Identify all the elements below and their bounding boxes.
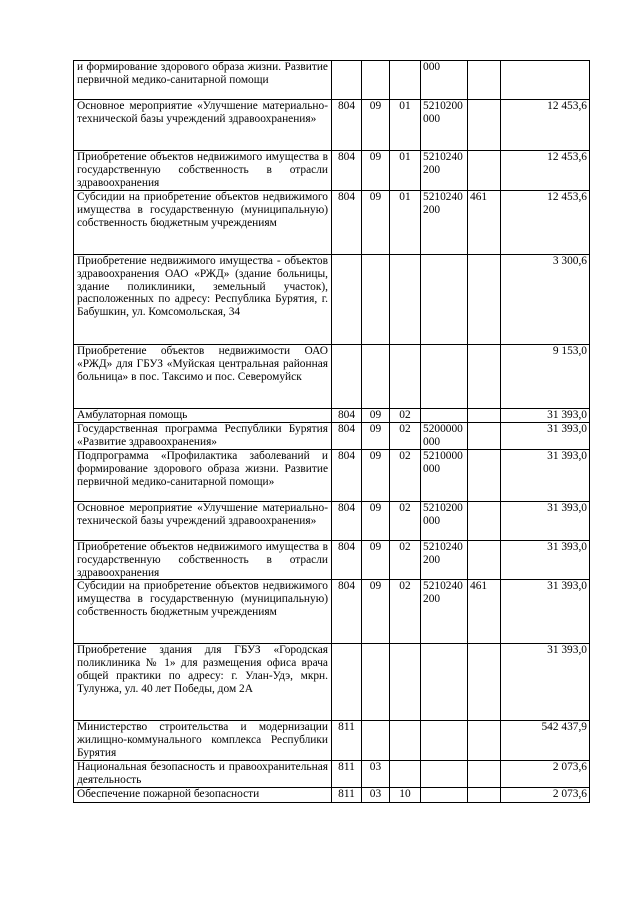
section-code-cell: 03 (362, 761, 390, 788)
row-name-cell: Обеспечение пожарной безопасности (74, 787, 332, 802)
ministry-code-cell: 804 (332, 422, 362, 449)
row-name-cell: Амбулаторная помощь (74, 408, 332, 422)
amount-cell: 3 300,6 (501, 254, 590, 344)
row-name-cell: Приобретение объектов недвижимого имущества в государственную собственность в отрасли здравоохранения (74, 151, 332, 191)
row-name-cell: Приобретение недвижимого имущества - объектов здравоохранения ОАО «РЖД» (здание больницы, здание поликлиники, земельный участок), расположенных по адресу: Республика Бурятия, г. Бабушкин, ул. Комсомольская, 34 (74, 254, 332, 344)
section-code-cell: 09 (362, 540, 390, 580)
budget-table (73, 60, 590, 803)
expense-type-code-cell (468, 540, 501, 580)
subsection-code-cell (390, 344, 421, 408)
expense-type-code-cell (468, 100, 501, 151)
row-name-cell: Национальная безопасность и правоохранительная деятельность (74, 761, 332, 788)
section-code-cell (362, 644, 390, 721)
target-article-code-cell: 5210240 200 (421, 190, 468, 254)
section-code-cell: 03 (362, 787, 390, 802)
section-code-cell: 09 (362, 408, 390, 422)
section-code-cell: 09 (362, 100, 390, 151)
subsection-code-cell (390, 644, 421, 721)
subsection-code-cell: 02 (390, 540, 421, 580)
subsection-code-cell: 02 (390, 449, 421, 501)
ministry-code-cell (332, 344, 362, 408)
ministry-code-cell: 811 (332, 761, 362, 788)
budget-table-page (73, 60, 590, 803)
section-code-cell (362, 344, 390, 408)
row-name-cell: Приобретение объектов недвижимого имущества в государственную собственность в отрасли здравоохранения (74, 540, 332, 580)
amount-cell: 31 393,0 (501, 644, 590, 721)
subsection-code-cell: 10 (390, 787, 421, 802)
ministry-code-cell: 804 (332, 540, 362, 580)
row-name-cell: Субсидии на приобретение объектов недвижимого имущества в государственную (муниципальную) собственность бюджетным учреждениям (74, 580, 332, 644)
subsection-code-cell (390, 761, 421, 788)
amount-cell: 2 073,6 (501, 787, 590, 802)
amount-cell: 12 453,6 (501, 100, 590, 151)
amount-cell: 31 393,0 (501, 408, 590, 422)
amount-cell: 31 393,0 (501, 501, 590, 540)
target-article-code-cell (421, 408, 468, 422)
ministry-code-cell: 804 (332, 408, 362, 422)
table-row (74, 787, 590, 802)
target-article-code-cell (421, 721, 468, 761)
target-article-code-cell: 5200000 000 (421, 422, 468, 449)
table-row (74, 449, 590, 501)
ministry-code-cell: 804 (332, 190, 362, 254)
target-article-code-cell (421, 344, 468, 408)
subsection-code-cell: 02 (390, 501, 421, 540)
section-code-cell (362, 721, 390, 761)
table-row (74, 422, 590, 449)
amount-cell: 31 393,0 (501, 540, 590, 580)
subsection-code-cell: 02 (390, 580, 421, 644)
row-name-cell: Основное мероприятие «Улучшение материально-технической базы учреждений здравоохранения» (74, 100, 332, 151)
expense-type-code-cell (468, 721, 501, 761)
row-name-cell: Министерство строительства и модернизации жилищно-коммунального комплекса Республики Бурятия (74, 721, 332, 761)
expense-type-code-cell (468, 344, 501, 408)
expense-type-code-cell: 461 (468, 580, 501, 644)
section-code-cell: 09 (362, 422, 390, 449)
subsection-code-cell: 02 (390, 408, 421, 422)
target-article-code-cell: 5210200 000 (421, 100, 468, 151)
ministry-code-cell (332, 61, 362, 100)
amount-cell: 31 393,0 (501, 449, 590, 501)
subsection-code-cell (390, 254, 421, 344)
table-row (74, 580, 590, 644)
table-row (74, 540, 590, 580)
ministry-code-cell: 811 (332, 787, 362, 802)
expense-type-code-cell (468, 151, 501, 191)
section-code-cell (362, 61, 390, 100)
section-code-cell (362, 254, 390, 344)
table-row (74, 644, 590, 721)
ministry-code-cell: 804 (332, 580, 362, 644)
expense-type-code-cell (468, 449, 501, 501)
table-row (74, 100, 590, 151)
subsection-code-cell: 01 (390, 151, 421, 191)
ministry-code-cell: 804 (332, 449, 362, 501)
budget-table-body (74, 61, 590, 803)
amount-cell: 12 453,6 (501, 151, 590, 191)
subsection-code-cell: 01 (390, 190, 421, 254)
row-name-cell: Основное мероприятие «Улучшение материально-технической базы учреждений здравоохранения» (74, 501, 332, 540)
row-name-cell: Субсидии на приобретение объектов недвижимого имущества в государственную (муниципальную) собственность бюджетным учреждениям (74, 190, 332, 254)
section-code-cell: 09 (362, 190, 390, 254)
target-article-code-cell: 5210240 200 (421, 151, 468, 191)
section-code-cell: 09 (362, 151, 390, 191)
table-row (74, 408, 590, 422)
amount-cell: 31 393,0 (501, 422, 590, 449)
expense-type-code-cell (468, 254, 501, 344)
expense-type-code-cell (468, 787, 501, 802)
amount-cell: 542 437,9 (501, 721, 590, 761)
ministry-code-cell: 804 (332, 151, 362, 191)
target-article-code-cell: 5210200 000 (421, 501, 468, 540)
table-row (74, 501, 590, 540)
row-name-cell: Государственная программа Республики Бурятия «Развитие здравоохранения» (74, 422, 332, 449)
ministry-code-cell: 804 (332, 501, 362, 540)
target-article-code-cell (421, 644, 468, 721)
amount-cell: 12 453,6 (501, 190, 590, 254)
ministry-code-cell: 804 (332, 100, 362, 151)
subsection-code-cell: 01 (390, 100, 421, 151)
amount-cell: 2 073,6 (501, 761, 590, 788)
section-code-cell: 09 (362, 449, 390, 501)
table-row (74, 254, 590, 344)
row-name-cell: и формирование здорового образа жизни. Развитие первичной медико-санитарной помощи (74, 61, 332, 100)
row-name-cell: Приобретение объектов недвижимости ОАО «РЖД» для ГБУЗ «Муйская центральная районная больница» в пос. Таксимо и пос. Северомуйск (74, 344, 332, 408)
table-row (74, 344, 590, 408)
table-row (74, 721, 590, 761)
target-article-code-cell: 000 (421, 61, 468, 100)
expense-type-code-cell (468, 761, 501, 788)
subsection-code-cell (390, 721, 421, 761)
amount-cell: 31 393,0 (501, 580, 590, 644)
table-row (74, 190, 590, 254)
amount-cell: 9 153,0 (501, 344, 590, 408)
subsection-code-cell: 02 (390, 422, 421, 449)
row-name-cell: Приобретение здания для ГБУЗ «Городская поликлиника № 1» для размещения офиса врача общей практики по адресу: г. Улан-Удэ, мкрн. Тулунжа, ул. 40 лет Победы, дом 2А (74, 644, 332, 721)
table-row (74, 761, 590, 788)
target-article-code-cell: 5210000 000 (421, 449, 468, 501)
section-code-cell: 09 (362, 501, 390, 540)
expense-type-code-cell (468, 61, 501, 100)
subsection-code-cell (390, 61, 421, 100)
expense-type-code-cell (468, 422, 501, 449)
expense-type-code-cell: 461 (468, 190, 501, 254)
target-article-code-cell: 5210240 200 (421, 540, 468, 580)
amount-cell (501, 61, 590, 100)
section-code-cell: 09 (362, 580, 390, 644)
expense-type-code-cell (468, 644, 501, 721)
target-article-code-cell (421, 254, 468, 344)
target-article-code-cell (421, 761, 468, 788)
table-row (74, 151, 590, 191)
target-article-code-cell (421, 787, 468, 802)
row-name-cell: Подпрограмма «Профилактика заболеваний и формирование здорового образа жизни. Развитие первичной медико-санитарной помощи» (74, 449, 332, 501)
ministry-code-cell (332, 644, 362, 721)
table-row (74, 61, 590, 100)
target-article-code-cell: 5210240 200 (421, 580, 468, 644)
expense-type-code-cell (468, 501, 501, 540)
ministry-code-cell: 811 (332, 721, 362, 761)
ministry-code-cell (332, 254, 362, 344)
expense-type-code-cell (468, 408, 501, 422)
